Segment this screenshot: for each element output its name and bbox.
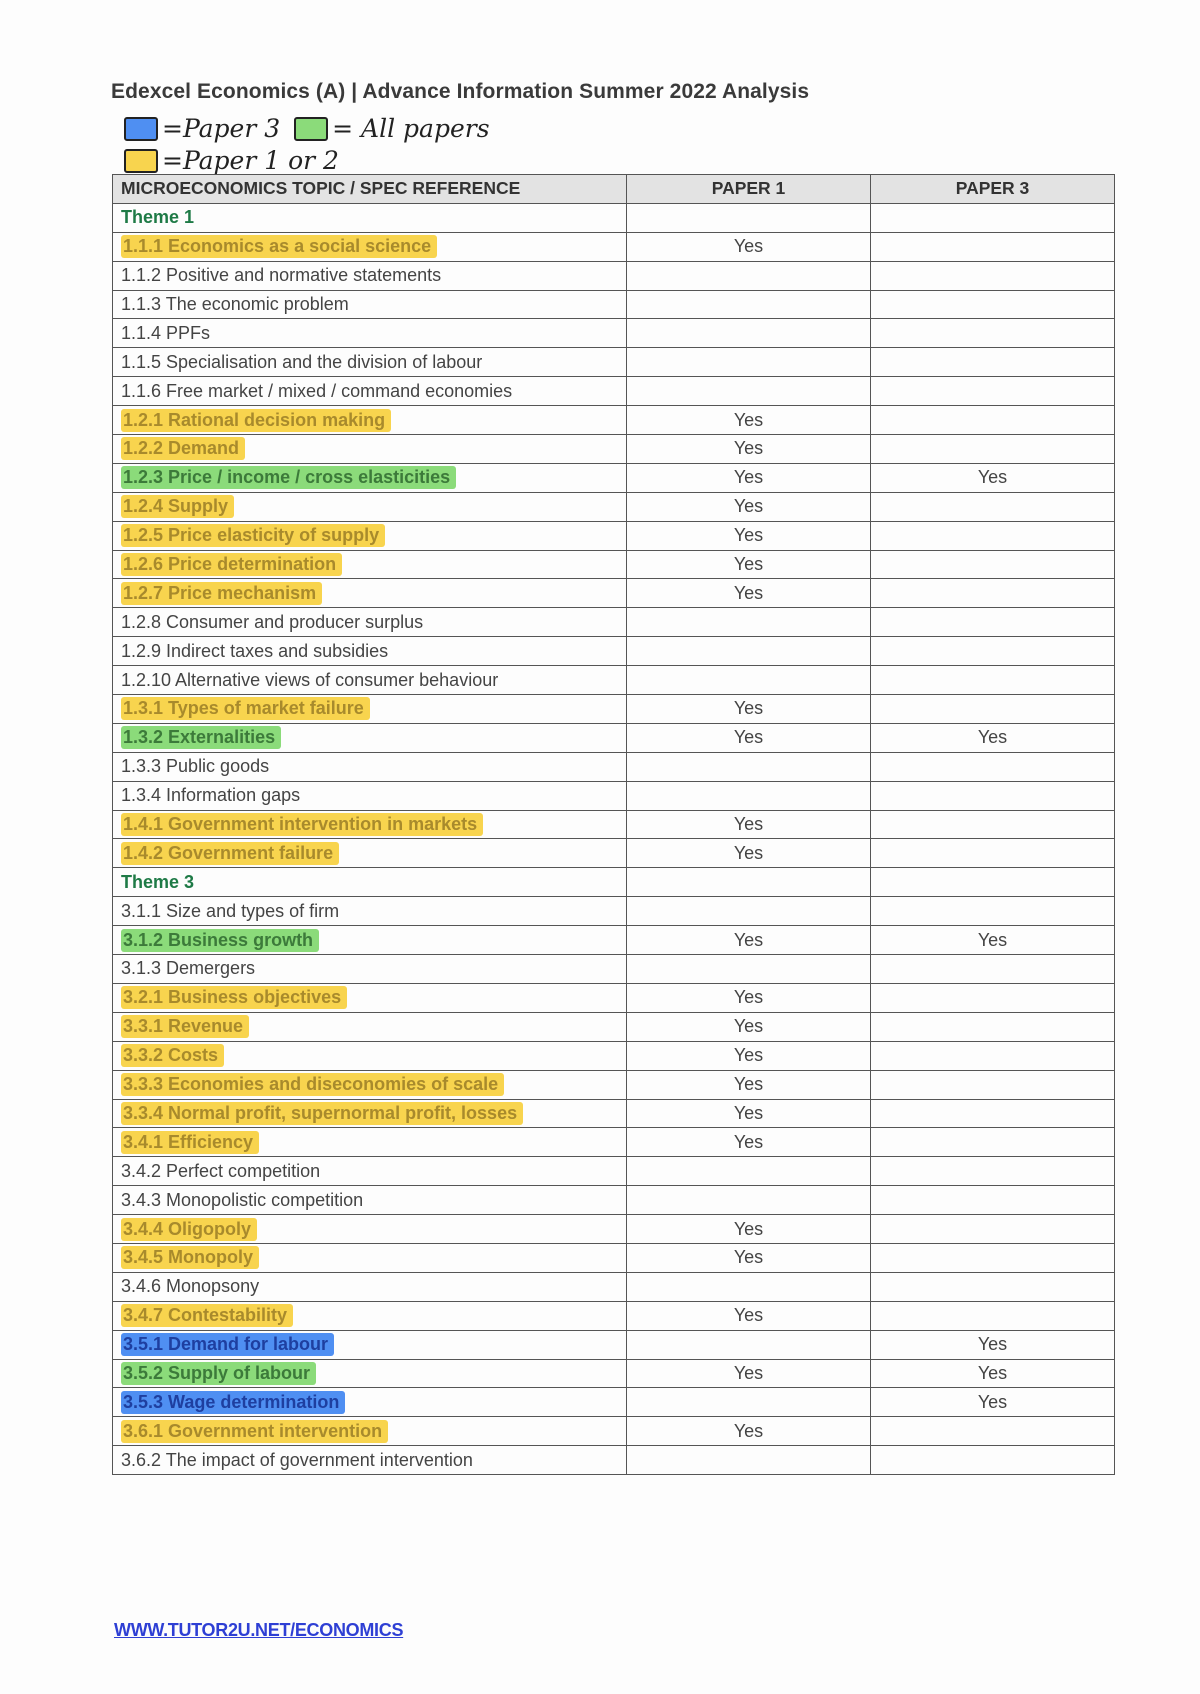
topic-cell <box>113 406 627 435</box>
paper-1-cell <box>627 897 871 926</box>
legend-row-2 <box>124 146 353 175</box>
table-row <box>113 926 1115 955</box>
paper-3-cell <box>871 752 1115 781</box>
paper-3-cell <box>871 608 1115 637</box>
paper-1-cell <box>627 1446 871 1475</box>
paper-3-cell <box>871 1301 1115 1330</box>
table-row <box>113 1215 1115 1244</box>
table-row <box>113 1359 1115 1388</box>
topic-cell <box>113 608 627 637</box>
paper-3-cell <box>871 406 1115 435</box>
topic-label: 3.1.1 Size and types of firm <box>121 900 340 921</box>
paper-1-cell <box>627 608 871 637</box>
paper-1-cell: Yes <box>627 810 871 839</box>
paper-3-cell: Yes <box>871 1330 1115 1359</box>
paper-3-cell <box>871 955 1115 984</box>
paper-1-cell <box>627 203 871 232</box>
paper-1-cell <box>627 319 871 348</box>
topic-cell <box>113 550 627 579</box>
paper-3-cell <box>871 232 1115 261</box>
topic-cell <box>113 377 627 406</box>
highlighted-topic-label: 3.5.1 Demand for labour <box>121 1333 334 1356</box>
topic-label: 1.1.5 Specialisation and the division of labour <box>121 351 483 372</box>
highlighted-topic-label: 1.1.1 Economics as a social science <box>121 235 437 258</box>
paper-3-cell <box>871 290 1115 319</box>
highlighted-topic-label: 1.2.5 Price elasticity of supply <box>121 524 385 547</box>
highlighted-topic-label: 3.3.4 Normal profit, supernormal profit, losses <box>121 1102 523 1125</box>
paper-1-cell <box>627 955 871 984</box>
highlighted-topic-label: 3.2.1 Business objectives <box>121 986 347 1009</box>
table-row <box>113 839 1115 868</box>
highlighted-topic-label: 3.3.1 Revenue <box>121 1015 249 1038</box>
topic-cell <box>113 1272 627 1301</box>
paper-1-cell: Yes <box>627 1070 871 1099</box>
highlighted-topic-label: 3.4.1 Efficiency <box>121 1131 259 1154</box>
topic-cell <box>113 521 627 550</box>
topic-cell <box>113 666 627 695</box>
highlighted-topic-label: 1.2.6 Price determination <box>121 553 342 576</box>
topic-cell <box>113 1099 627 1128</box>
table-row <box>113 723 1115 752</box>
table-header-row <box>113 175 1115 204</box>
topic-cell <box>113 261 627 290</box>
topic-label: 3.4.2 Perfect competition <box>121 1160 321 1181</box>
topic-label: 1.2.10 Alternative views of consumer behaviour <box>121 669 499 690</box>
highlighted-topic-label: 1.2.1 Rational decision making <box>121 409 391 432</box>
paper-3-cell <box>871 1186 1115 1215</box>
legend-swatch-paper1-or-2 <box>124 149 158 173</box>
paper-3-cell <box>871 521 1115 550</box>
topic-label: 1.3.3 Public goods <box>121 756 270 777</box>
paper-3-cell <box>871 695 1115 724</box>
table-row <box>113 1128 1115 1157</box>
topic-cell <box>113 1012 627 1041</box>
paper-3-cell: Yes <box>871 1359 1115 1388</box>
table-row <box>113 1330 1115 1359</box>
topic-label: 3.6.2 The impact of government intervention <box>121 1449 473 1470</box>
paper-3-cell <box>871 1099 1115 1128</box>
paper-1-cell: Yes <box>627 579 871 608</box>
highlighted-topic-label: 3.3.3 Economies and diseconomies of scale <box>121 1073 504 1096</box>
highlighted-topic-label: 3.1.2 Business growth <box>121 929 319 952</box>
highlighted-topic-label: 3.5.3 Wage determination <box>121 1391 345 1414</box>
topic-cell <box>113 955 627 984</box>
topic-label: 1.2.8 Consumer and producer surplus <box>121 611 424 632</box>
paper-1-cell <box>627 290 871 319</box>
topic-cell <box>113 810 627 839</box>
paper-3-cell <box>871 666 1115 695</box>
highlighted-topic-label: 1.2.3 Price / income / cross elasticities <box>121 466 456 489</box>
header-paper-3: PAPER 3 <box>871 175 1115 204</box>
legend-swatch-all-papers <box>294 117 328 141</box>
table-row <box>113 868 1115 897</box>
table-row <box>113 695 1115 724</box>
paper-1-cell <box>627 348 871 377</box>
legend-label-all-papers: = All papers <box>332 114 490 143</box>
header-paper-1: PAPER 1 <box>627 175 871 204</box>
topic-cell <box>113 1041 627 1070</box>
table-body <box>113 203 1115 1474</box>
topic-label: 1.1.4 PPFs <box>121 322 211 343</box>
topic-cell <box>113 1128 627 1157</box>
paper-1-cell: Yes <box>627 492 871 521</box>
highlighted-topic-label: 1.2.4 Supply <box>121 495 234 518</box>
paper-1-cell <box>627 377 871 406</box>
topic-cell <box>113 463 627 492</box>
highlighted-topic-label: 3.4.4 Oligopoly <box>121 1218 257 1241</box>
topic-cell <box>113 1215 627 1244</box>
paper-3-cell <box>871 1157 1115 1186</box>
topic-cell <box>113 868 627 897</box>
topic-label: 1.1.6 Free market / mixed / command economies <box>121 380 513 401</box>
paper-3-cell <box>871 319 1115 348</box>
topic-cell <box>113 637 627 666</box>
topic-label: 3.4.6 Monopsony <box>121 1276 260 1297</box>
legend-label-paper1-or-2: =Paper 1 or 2 <box>162 146 339 175</box>
paper-1-cell: Yes <box>627 1099 871 1128</box>
paper-1-cell: Yes <box>627 926 871 955</box>
paper-3-cell <box>871 1070 1115 1099</box>
highlighted-topic-label: 3.5.2 Supply of labour <box>121 1362 316 1385</box>
topic-cell <box>113 1388 627 1417</box>
table-row <box>113 435 1115 464</box>
theme-heading: Theme 3 <box>121 871 195 892</box>
color-legend <box>124 112 624 174</box>
table-row <box>113 810 1115 839</box>
topic-cell <box>113 348 627 377</box>
table-row <box>113 203 1115 232</box>
table-row <box>113 781 1115 810</box>
paper-3-cell <box>871 550 1115 579</box>
paper-3-cell <box>871 983 1115 1012</box>
paper-1-cell <box>627 666 871 695</box>
table-row <box>113 666 1115 695</box>
highlighted-topic-label: 1.4.2 Government failure <box>121 842 339 865</box>
paper-1-cell: Yes <box>627 1215 871 1244</box>
header-topic: MICROECONOMICS TOPIC / SPEC REFERENCE <box>113 175 627 204</box>
paper-1-cell: Yes <box>627 521 871 550</box>
highlighted-topic-label: 3.4.5 Monopoly <box>121 1246 259 1269</box>
paper-3-cell <box>871 1128 1115 1157</box>
table-row <box>113 637 1115 666</box>
table-row <box>113 1157 1115 1186</box>
paper-1-cell <box>627 261 871 290</box>
table-row <box>113 983 1115 1012</box>
paper-3-cell <box>871 1243 1115 1272</box>
highlighted-topic-label: 3.6.1 Government intervention <box>121 1420 388 1443</box>
paper-1-cell <box>627 1186 871 1215</box>
topic-cell <box>113 579 627 608</box>
topic-cell <box>113 319 627 348</box>
paper-3-cell <box>871 1012 1115 1041</box>
topic-cell <box>113 1186 627 1215</box>
paper-1-cell: Yes <box>627 435 871 464</box>
paper-1-cell <box>627 1272 871 1301</box>
paper-1-cell <box>627 637 871 666</box>
topic-cell <box>113 1446 627 1475</box>
topic-label: 1.2.9 Indirect taxes and subsidies <box>121 640 389 661</box>
table-row <box>113 608 1115 637</box>
highlighted-topic-label: 1.3.2 Externalities <box>121 726 281 749</box>
paper-3-cell: Yes <box>871 723 1115 752</box>
table-row <box>113 955 1115 984</box>
highlighted-topic-label: 1.2.7 Price mechanism <box>121 582 322 605</box>
paper-1-cell: Yes <box>627 406 871 435</box>
table-row <box>113 348 1115 377</box>
highlighted-topic-label: 1.4.1 Government intervention in markets <box>121 813 483 836</box>
legend-label-paper3: =Paper 3 <box>162 114 281 143</box>
table-row <box>113 1301 1115 1330</box>
paper-1-cell <box>627 1388 871 1417</box>
table-row <box>113 290 1115 319</box>
topic-cell <box>113 695 627 724</box>
topic-cell <box>113 1417 627 1446</box>
paper-1-cell <box>627 781 871 810</box>
paper-1-cell: Yes <box>627 1417 871 1446</box>
table-row <box>113 1243 1115 1272</box>
table-row <box>113 1388 1115 1417</box>
topic-cell <box>113 752 627 781</box>
table-row <box>113 261 1115 290</box>
paper-1-cell: Yes <box>627 1359 871 1388</box>
paper-1-cell: Yes <box>627 1128 871 1157</box>
table-row <box>113 1417 1115 1446</box>
table-row <box>113 1272 1115 1301</box>
paper-3-cell <box>871 261 1115 290</box>
paper-3-cell <box>871 1215 1115 1244</box>
legend-swatch-paper3 <box>124 117 158 141</box>
table-row <box>113 1070 1115 1099</box>
paper-3-cell <box>871 897 1115 926</box>
topic-cell <box>113 926 627 955</box>
table-row <box>113 232 1115 261</box>
paper-1-cell: Yes <box>627 723 871 752</box>
topic-cell <box>113 232 627 261</box>
topic-cell <box>113 203 627 232</box>
table-row <box>113 1041 1115 1070</box>
topic-label: 3.4.3 Monopolistic competition <box>121 1189 364 1210</box>
topic-cell <box>113 723 627 752</box>
topic-cell <box>113 839 627 868</box>
topic-cell <box>113 897 627 926</box>
paper-3-cell: Yes <box>871 463 1115 492</box>
paper-3-cell <box>871 1446 1115 1475</box>
paper-3-cell <box>871 377 1115 406</box>
paper-3-cell <box>871 868 1115 897</box>
highlighted-topic-label: 1.2.2 Demand <box>121 437 245 460</box>
paper-3-cell <box>871 492 1115 521</box>
topic-label: 1.1.3 The economic problem <box>121 294 349 314</box>
table-row <box>113 1099 1115 1128</box>
spec-table <box>112 174 1115 1475</box>
paper-1-cell: Yes <box>627 1041 871 1070</box>
theme-heading: Theme 1 <box>121 207 195 228</box>
topic-cell <box>113 1243 627 1272</box>
table-row <box>113 579 1115 608</box>
table-row <box>113 492 1115 521</box>
topic-label: 1.1.2 Positive and normative statements <box>121 265 442 286</box>
table-row <box>113 319 1115 348</box>
page-title: Edexcel Economics (A) | Advance Information Summer 2022 Analysis <box>111 80 810 103</box>
paper-3-cell <box>871 637 1115 666</box>
table-row <box>113 897 1115 926</box>
topic-label: 1.3.4 Information gaps <box>121 785 301 806</box>
paper-1-cell <box>627 752 871 781</box>
paper-1-cell: Yes <box>627 232 871 261</box>
paper-3-cell <box>871 1272 1115 1301</box>
table-row <box>113 1012 1115 1041</box>
paper-3-cell <box>871 781 1115 810</box>
topic-cell <box>113 1157 627 1186</box>
table-row <box>113 377 1115 406</box>
paper-1-cell: Yes <box>627 1012 871 1041</box>
tutor2u-link[interactable]: WWW.TUTOR2U.NET/ECONOMICS <box>114 1620 404 1640</box>
topic-cell <box>113 1359 627 1388</box>
table-row <box>113 463 1115 492</box>
paper-1-cell: Yes <box>627 1301 871 1330</box>
topic-label: 3.1.3 Demergers <box>121 958 256 979</box>
highlighted-topic-label: 3.4.7 Contestability <box>121 1304 293 1327</box>
paper-3-cell <box>871 839 1115 868</box>
paper-1-cell <box>627 1157 871 1186</box>
paper-1-cell <box>627 868 871 897</box>
topic-cell <box>113 290 627 319</box>
paper-3-cell <box>871 1417 1115 1446</box>
paper-1-cell <box>627 1330 871 1359</box>
highlighted-topic-label: 1.3.1 Types of market failure <box>121 697 370 720</box>
paper-1-cell: Yes <box>627 983 871 1012</box>
table-row <box>113 1446 1115 1475</box>
paper-3-cell: Yes <box>871 926 1115 955</box>
table-row <box>113 550 1115 579</box>
topic-cell <box>113 1070 627 1099</box>
paper-3-cell <box>871 435 1115 464</box>
legend-row-1 <box>124 114 504 143</box>
paper-3-cell: Yes <box>871 1388 1115 1417</box>
topic-cell <box>113 435 627 464</box>
table-row <box>113 521 1115 550</box>
topic-cell <box>113 983 627 1012</box>
table-row <box>113 752 1115 781</box>
topic-cell <box>113 492 627 521</box>
paper-1-cell: Yes <box>627 695 871 724</box>
paper-3-cell <box>871 1041 1115 1070</box>
topic-cell <box>113 1301 627 1330</box>
paper-1-cell: Yes <box>627 1243 871 1272</box>
highlighted-topic-label: 3.3.2 Costs <box>121 1044 224 1067</box>
paper-3-cell <box>871 810 1115 839</box>
paper-3-cell <box>871 348 1115 377</box>
paper-3-cell <box>871 579 1115 608</box>
paper-1-cell: Yes <box>627 550 871 579</box>
paper-3-cell <box>871 203 1115 232</box>
table-row <box>113 406 1115 435</box>
topic-cell <box>113 1330 627 1359</box>
paper-1-cell: Yes <box>627 839 871 868</box>
table-row <box>113 1186 1115 1215</box>
topic-cell <box>113 781 627 810</box>
paper-1-cell: Yes <box>627 463 871 492</box>
